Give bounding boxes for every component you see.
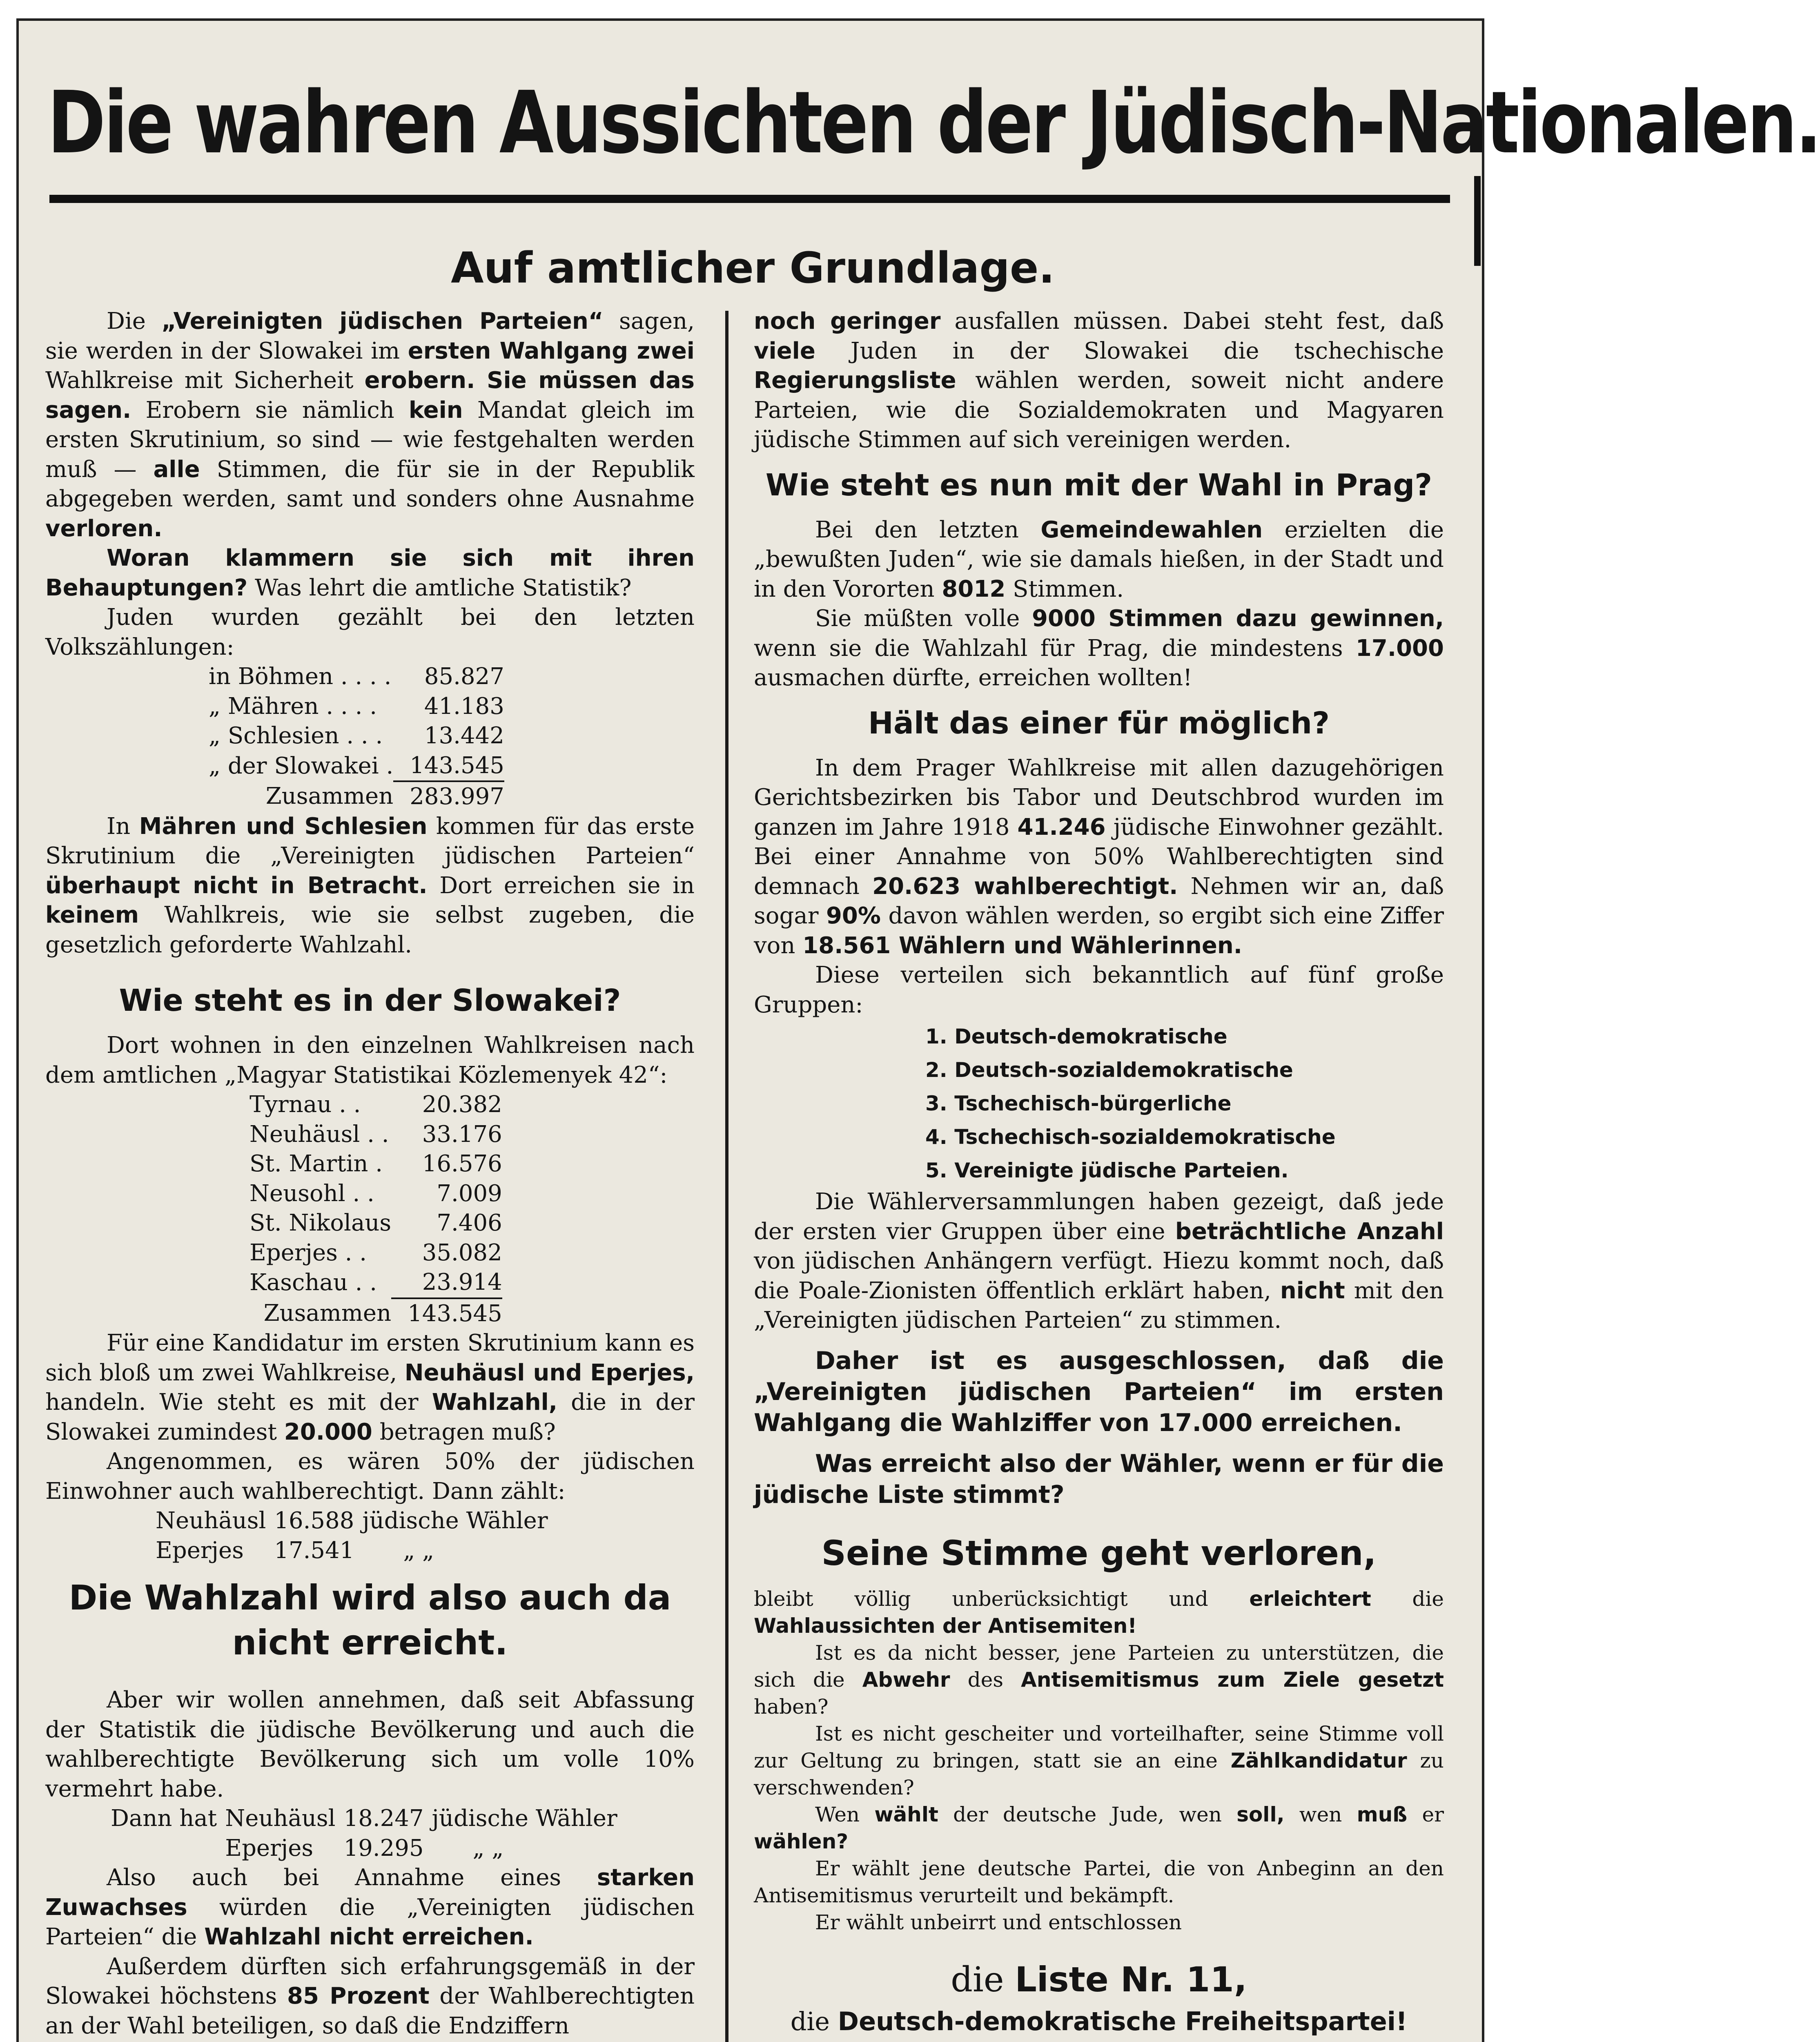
voters-row: Eperjes 17.541 „ „ [156,1537,434,1564]
heading-slowakei: Wie steht es in der Slowakei? [119,983,621,1018]
district-row: Neusohl . . 7.009 [249,1180,502,1207]
poster-subtitle: Auf amtlicher Grundlage. [451,243,1055,293]
final-party-name: die Deutsch-demokratische Freiheitspartei! [790,2006,1408,2036]
district-row: Tyrnau . . 20.382 [249,1091,502,1118]
list-item: 5. Vereinigte jüdische Parteien. [925,1159,1289,1182]
left-paragraph-3: Juden wurden gezählt bei den letzten Volkszählungen: [45,604,695,660]
district-row: Neuhäusl . . 33.176 [249,1121,502,1148]
party-group-list [925,1020,1444,1187]
list-item: 2. Deutsch-sozialdemokratische [925,1058,1293,1082]
left-paragraph-10: Also auch bei Annahme eines starken Zuwachses würden die „Vereinigten jüdischen Parteien“ die Wahlzahl nicht erreichen. [45,1864,695,1950]
voters-row: Eperjes 19.295 „ „ [225,1835,504,1861]
right-paragraph-10: Ist es da nicht besser, jene Parteien zu unterstützen, die sich die Abwehr des Antisemitismus zum Ziele gesetzt haben? [754,1641,1444,1719]
heading-prag: Wie steht es nun mit der Wahl in Prag? [765,467,1432,503]
voters-table-1 [156,1506,548,1565]
title-rule [49,195,1450,203]
left-paragraph-11: Außerdem dürften sich erfahrungsgemäß in der Slowakei höchstens 85 Prozent der Wahlberechtigten an der Wahl beteiligen, so daß die Endziffern [45,1953,695,2039]
right-paragraph-5: Diese verteilen sich bekanntlich auf fünf große Gruppen: [754,962,1444,1018]
right-paragraph-14: Er wählt unbeirrt und entschlossen [815,1910,1182,1934]
right-paragraph-3: Sie müßten volle 9000 Stimmen dazu gewinnen, wenn sie die Wahlzahl für Prag, die mindestens 17.000 ausmachen dürfte, erreichen wollten! [754,605,1444,691]
census-total-row: Zusammen 283.997 [265,783,504,810]
right-paragraph-7: Daher ist es ausgeschlossen, daß die „Vereinigten jüdischen Parteien“ im ersten Wahlgang die Wahlziffer von 17.000 erreichen. [754,1346,1444,1437]
list-item: 4. Tschechisch-sozialdemokratische [925,1125,1336,1149]
district-row: St. Nikolaus 7.406 [249,1210,502,1236]
right-paragraph-8: Was erreicht also der Wähler, wenn er für die jüdische Liste stimmt? [754,1449,1444,1509]
right-paragraph-2: Bei den letzten Gemeindewahlen erzielten die „bewußten Juden“, wie sie damals hießen, in der Stadt und in den Vororten 8012 Stimmen. [754,516,1444,602]
heading-wahlzahl: Die Wahlzahl wird also auch da nicht erreicht. [69,1578,671,1663]
right-paragraph-13: Er wählt jene deutsche Partei, die von Anbeginn an den Antisemitismus verurteilt und bekämpft. [754,1856,1444,1907]
district-row: St. Martin . 16.576 [249,1150,502,1177]
list-item: 1. Deutsch-demokratische [925,1025,1227,1048]
final-list-number: die Liste Nr. 11, [951,1959,1247,2000]
heading-stimme-verloren: Seine Stimme geht verloren, [821,1533,1377,1573]
right-paragraph-1: noch geringer ausfallen müssen. Dabei steht fest, daß viele Juden in der Slowakei die tschechische Regierungsliste wählen werden, soweit nicht andere Parteien, wie die Sozialdemokraten und Magyaren jüdische Stimmen auf sich vereinigen werden. [754,308,1444,453]
right-paragraph-9: bleibt völlig unberücksichtigt und erleichtert die Wahlaussichten der Antisemiten! [754,1587,1444,1638]
census-row: „ der Slowakei . 143.545 [209,751,504,782]
left-paragraph-4: In Mähren und Schlesien kommen für das erste Skrutinium die „Vereinigten jüdischen Parteien“ überhaupt nicht in Betracht. Dort erreichen sie in keinem Wahlkreis, wie sie selbst zugeben, die gesetzlich geforderte Wahlzahl. [45,813,695,958]
left-paragraph-7: Angenommen, es wären 50% der jüdischen Einwohner auch wahlberechtigt. Dann zählt: [45,1448,695,1505]
heading-moeglich: Hält das einer für möglich? [868,705,1330,741]
voters-row: Dann hat Neuhäusl 18.247 jüdische Wähler [111,1805,617,1832]
left-paragraph-6: Für eine Kandidatur im ersten Skrutinium kann es sich bloß um zwei Wahlkreise, Neuhäusl und Eperjes, handeln. Wie steht es mit der Wahlzahl, die in der Slowakei zumindest 20.000 betragen muß? [45,1330,695,1445]
census-row: „ Schlesien . . . 13.442 [209,722,504,749]
right-paragraph-12: Wen wählt der deutsche Jude, wen soll, wen muß er wählen? [754,1802,1444,1853]
right-paragraph-4: In dem Prager Wahlkreise mit allen dazugehörigen Gerichtsbezirken bis Tabor und Deutschbrod wurden im ganzen im Jahre 1918 41.246 jüdische Einwohner gezählt. Bei einer Annahme von 50% Wahlberechtigten sind demnach 20.623 wahlberechtigt. Nehmen wir an, daß sogar 90% davon wählen werden, so ergibt sich eine Ziffer von 18.561 Wählern und Wählerinnen. [754,754,1444,959]
left-paragraph-2: Woran klammern sie sich mit ihren Behauptungen? Was lehrt die amtliche Statistik? [45,545,695,601]
voters-row: Neuhäusl 16.588 jüdische Wähler [156,1507,548,1534]
left-paragraph-1: Die „Vereinigten jüdischen Parteien“ sagen, sie werden in der Slowakei im ersten Wahlgang zwei Wahlkreise mit Sicherheit erobern. Sie müssen das sagen. Erobern sie nämlich kein Mandat gleich im ersten Skrutinium, so sind — wie festgehalten werden muß — alle Stimmen, die für sie in der Republik abgegeben werden, samt und sonders ohne Ausnahme verloren. [45,308,695,542]
census-table [209,662,504,812]
census-row: „ Mähren . . . . 41.183 [209,693,504,720]
left-paragraph-5: Dort wohnen in den einzelnen Wahlkreisen nach dem amtlichen „Magyar Statistikai Közlemenyek 42“: [45,1032,695,1088]
poster-sheet [16,18,1820,2042]
left-column [45,307,695,2041]
districts-table [249,1090,502,1329]
voters-table-2 [111,1804,617,1863]
column-divider [725,311,728,2042]
right-paragraph-11: Ist es nicht gescheiter und vorteilhafter, seine Stimme voll zur Geltung zu bringen, statt sie an eine Zählkandidatur zu verschwenden? [754,1721,1444,1799]
districts-total-row: Zusammen 143.545 [263,1300,502,1327]
district-row: Eperjes . . 35.082 [249,1239,502,1266]
district-row: Kaschau . . 23.914 [249,1268,502,1298]
census-row: in Böhmen . . . . 85.827 [209,663,504,690]
poster-title: Die wahren Aussichten der Jüdisch-Nationalen. [47,73,1820,173]
right-column [754,307,1444,2040]
left-paragraph-8: Aber wir wollen annehmen, daß seit Abfassung der Statistik die jüdische Bevölkerung und auch die wahlberechtigte Bevölkerung sich um volle 10% vermehrt habe. [45,1687,695,1802]
list-item: 3. Tschechisch-bürgerliche [925,1092,1232,1115]
right-paragraph-6: Die Wählerversammlungen haben gezeigt, daß jede der ersten vier Gruppen über eine beträchtliche Anzahl von jüdischen Anhängern verfügt. Hiezu kommt noch, daß die Poale-Zionisten öffentlich erklärt haben, nicht mit den „Vereinigten jüdischen Parteien“ zu stimmen. [754,1188,1444,1333]
